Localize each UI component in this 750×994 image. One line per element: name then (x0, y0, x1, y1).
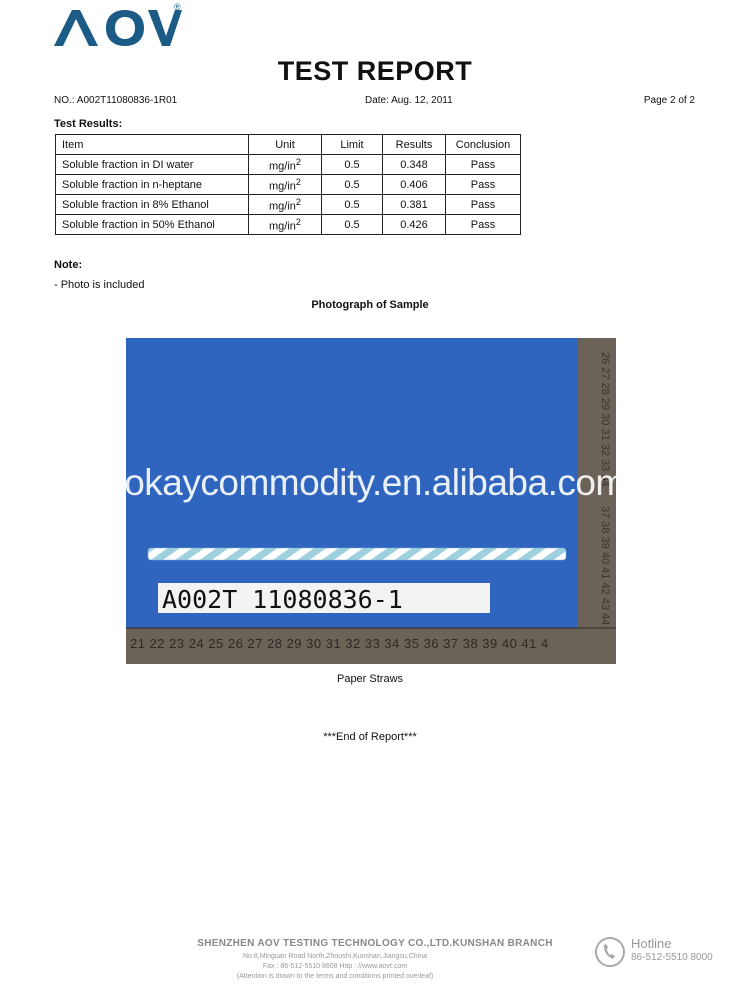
photo-caption: Paper Straws (336, 673, 404, 685)
svg-text:37 38 39 40 41 42 43 44: 37 38 39 40 41 42 43 44 (599, 506, 611, 626)
report-number: NO.: A002T11080836-1R01 (54, 95, 178, 106)
cell-conclusion: Pass (446, 175, 521, 195)
results-table (55, 134, 521, 235)
table-row (56, 155, 521, 175)
table-row (56, 195, 521, 215)
note-text: - Photo is included (54, 279, 145, 291)
horizontal-ruler-numbers: 21 22 23 24 25 26 27 28 29 30 31 32 33 34 35 36 37 38 39 40 41 4 (130, 636, 549, 651)
paper-straw (148, 548, 566, 560)
svg-text:26 27 28 29 30 31 32 33 34: 26 27 28 29 30 31 32 33 34 (599, 352, 611, 487)
cell-limit: 0.5 (322, 195, 383, 215)
aov-logo (52, 6, 182, 50)
cell-conclusion: Pass (446, 215, 521, 235)
column-header-unit: Unit (249, 135, 322, 155)
footer-contact: Fax : 86-512-5510 8608 Http : //www.aovt.com (262, 963, 408, 970)
column-header-limit: Limit (322, 135, 383, 155)
cell-unit: $mg/in^2$ (249, 175, 322, 195)
phone-icon (594, 936, 626, 968)
note-heading: Note: (54, 259, 83, 271)
column-header-conclusion: Conclusion (446, 135, 521, 155)
cell-result: 0.348 (383, 155, 446, 175)
cell-limit: 0.5 (322, 175, 383, 195)
photo-title: Photograph of Sample (311, 299, 429, 311)
cell-item: Soluble fraction in DI water (56, 155, 249, 175)
column-header-item: Item (56, 135, 249, 155)
cell-unit: $mg/in^2$ (249, 195, 322, 215)
table-row (56, 215, 521, 235)
footer-address: No.8,Minguan Road North,Zhoushi,Kunshan,Jiangsu,China (242, 953, 428, 960)
column-header-results: Results (383, 135, 446, 155)
cell-unit: $mg/in^2$ (249, 215, 322, 235)
report-title: TEST REPORT (277, 56, 473, 86)
cell-item: Soluble fraction in 8% Ethanol (56, 195, 249, 215)
hotline-number: 86-512-5510 8000 (631, 952, 713, 963)
footer-attention: (Attention is drawn to the terms and conditions printed overleaf) (236, 973, 434, 980)
hotline-label: Hotline (631, 936, 672, 951)
sample-label: A002T 11080836-1 (162, 585, 403, 614)
aov-logo-mark (52, 6, 182, 50)
cell-item: Soluble fraction in 50% Ethanol (56, 215, 249, 235)
cell-item: Soluble fraction in n-heptane (56, 175, 249, 195)
registered-mark: ® (174, 2, 181, 12)
page-indicator: Page 2 of 2 (643, 95, 695, 106)
cell-result: 0.381 (383, 195, 446, 215)
watermark: okaycommodity.en.alibaba.com (124, 462, 626, 503)
cell-unit: $mg/in^2$ (249, 155, 322, 175)
cell-result: 0.426 (383, 215, 446, 235)
cell-limit: 0.5 (322, 155, 383, 175)
cell-limit: 0.5 (322, 215, 383, 235)
table-header-row (56, 135, 521, 155)
table-row (56, 175, 521, 195)
cell-conclusion: Pass (446, 195, 521, 215)
cell-conclusion: Pass (446, 155, 521, 175)
end-of-report: ***End of Report*** (323, 731, 417, 743)
footer-company: SHENZHEN AOV TESTING TECHNOLOGY CO.,LTD.KUNSHAN BRANCH (197, 938, 553, 949)
report-date: Date: Aug. 12, 2011 (365, 95, 453, 106)
test-results-heading: Test Results: (54, 118, 123, 130)
cell-result: 0.406 (383, 175, 446, 195)
